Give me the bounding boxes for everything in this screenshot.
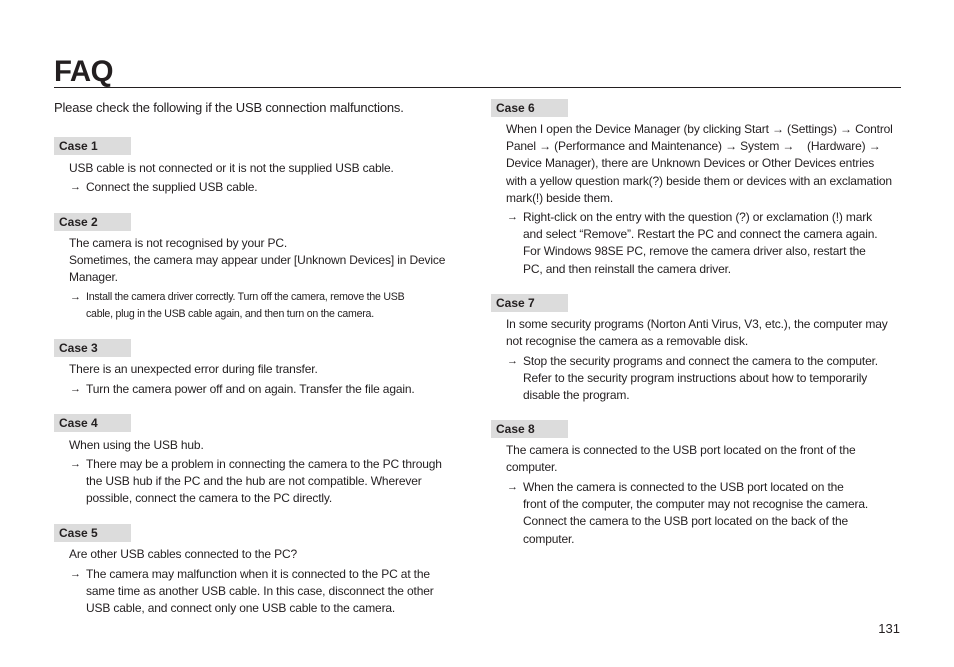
answer-line: PC, and then reinstall the camera driver.	[523, 261, 731, 276]
arrow-icon: →	[70, 568, 81, 580]
case-problem	[69, 160, 394, 177]
arrow-icon: →	[507, 355, 518, 367]
case-problem	[506, 316, 888, 350]
case-problem	[69, 546, 297, 563]
answer-line: When the camera is connected to the USB port located on the	[523, 480, 844, 494]
problem-line: Panel → (Performance and Maintenance) → System → (Hardware) →	[506, 139, 881, 154]
case-label: Case 1	[54, 137, 131, 155]
case-problem	[69, 361, 318, 378]
problem-line: not recognise the camera as a removable disk.	[506, 334, 749, 349]
answer-line: Refer to the security program instructions about how to temporarily	[523, 371, 868, 386]
problem-line: The camera is connected to the USB port located on the front of the	[506, 443, 856, 457]
problem-line: with a yellow question mark(?) beside them or devices with an exclamation	[506, 173, 892, 188]
answer-line: Right-click on the entry with the question (?) or exclamation (!) mark	[523, 210, 872, 224]
intro-text: Please check the following if the USB connection malfunctions.	[54, 100, 404, 115]
title-rule	[54, 87, 901, 88]
answer-line: Install the camera driver correctly. Turn off the camera, remove the USB	[86, 291, 405, 303]
answer-line: Stop the security programs and connect the camera to the computer.	[523, 354, 878, 368]
problem-line: Sometimes, the camera may appear under [Unknown Devices] in Device	[69, 253, 446, 268]
problem-line: When I open the Device Manager (by clicking Start → (Settings) → Control	[506, 122, 893, 136]
case-label: Case 2	[54, 213, 131, 231]
arrow-icon: →	[70, 383, 81, 395]
case-problem	[506, 121, 893, 207]
case-label: Case 7	[491, 294, 568, 312]
arrow-icon: →	[507, 211, 518, 223]
problem-line: There is an unexpected error during file transfer.	[69, 362, 318, 376]
answer-line: The camera may malfunction when it is connected to the PC at the	[86, 567, 430, 581]
case-answer	[70, 381, 415, 398]
answer-line: There may be a problem in connecting the camera to the PC through	[86, 457, 442, 471]
case-answer	[70, 289, 405, 323]
problem-line: When using the USB hub.	[69, 438, 204, 452]
case-label: Case 5	[54, 524, 131, 542]
case-answer	[507, 353, 878, 405]
answer-line: Connect the camera to the USB port located on the back of the	[523, 514, 849, 529]
answer-line: same time as another USB cable. In this case, disconnect the other	[86, 584, 434, 599]
case-answer	[507, 479, 869, 548]
answer-line: the USB hub if the PC and the hub are not compatible. Wherever	[86, 474, 422, 489]
answer-line: front of the computer, the computer may not recognise the camera.	[523, 497, 869, 512]
problem-line: In some security programs (Norton Anti Virus, V3, etc.), the computer may	[506, 317, 888, 331]
case-problem	[69, 235, 445, 287]
case-answer	[70, 566, 434, 618]
answer-line: cable, plug in the USB cable again, and then turn on the camera.	[86, 308, 374, 321]
arrow-icon: →	[507, 481, 518, 493]
problem-line: Manager.	[69, 270, 118, 285]
case-label: Case 6	[491, 99, 568, 117]
case-label: Case 4	[54, 414, 131, 432]
case-label: Case 8	[491, 420, 568, 438]
answer-line: USB cable, and connect only one USB cable to the camera.	[86, 601, 396, 616]
problem-line: Are other USB cables connected to the PC?	[69, 547, 297, 561]
problem-line: The camera is not recognised by your PC.	[69, 236, 288, 250]
answer-line: possible, connect the camera to the PC directly.	[86, 491, 333, 506]
answer-line: Connect the supplied USB cable.	[86, 180, 258, 194]
case-answer	[507, 209, 878, 278]
answer-line: For Windows 98SE PC, remove the camera driver also, restart the	[523, 244, 866, 259]
arrow-icon: →	[70, 458, 81, 470]
answer-line: and select “Remove”. Restart the PC and connect the camera again.	[523, 227, 878, 242]
problem-line: USB cable is not connected or it is not the supplied USB cable.	[69, 161, 394, 175]
page-title: FAQ	[54, 55, 113, 88]
case-problem	[506, 442, 856, 476]
arrow-icon: →	[70, 181, 81, 193]
page-number: 131	[878, 621, 900, 636]
problem-line: mark(!) beside them.	[506, 190, 614, 205]
case-answer	[70, 179, 258, 196]
problem-line: Device Manager), there are Unknown Devices or Other Devices entries	[506, 156, 875, 171]
answer-line: computer.	[523, 531, 575, 546]
arrow-icon: →	[70, 291, 81, 303]
problem-line: computer.	[506, 460, 558, 475]
case-problem	[69, 437, 204, 454]
answer-line: disable the program.	[523, 388, 630, 403]
case-answer	[70, 456, 442, 508]
case-label: Case 3	[54, 339, 131, 357]
answer-line: Turn the camera power off and on again. Transfer the file again.	[86, 382, 415, 396]
